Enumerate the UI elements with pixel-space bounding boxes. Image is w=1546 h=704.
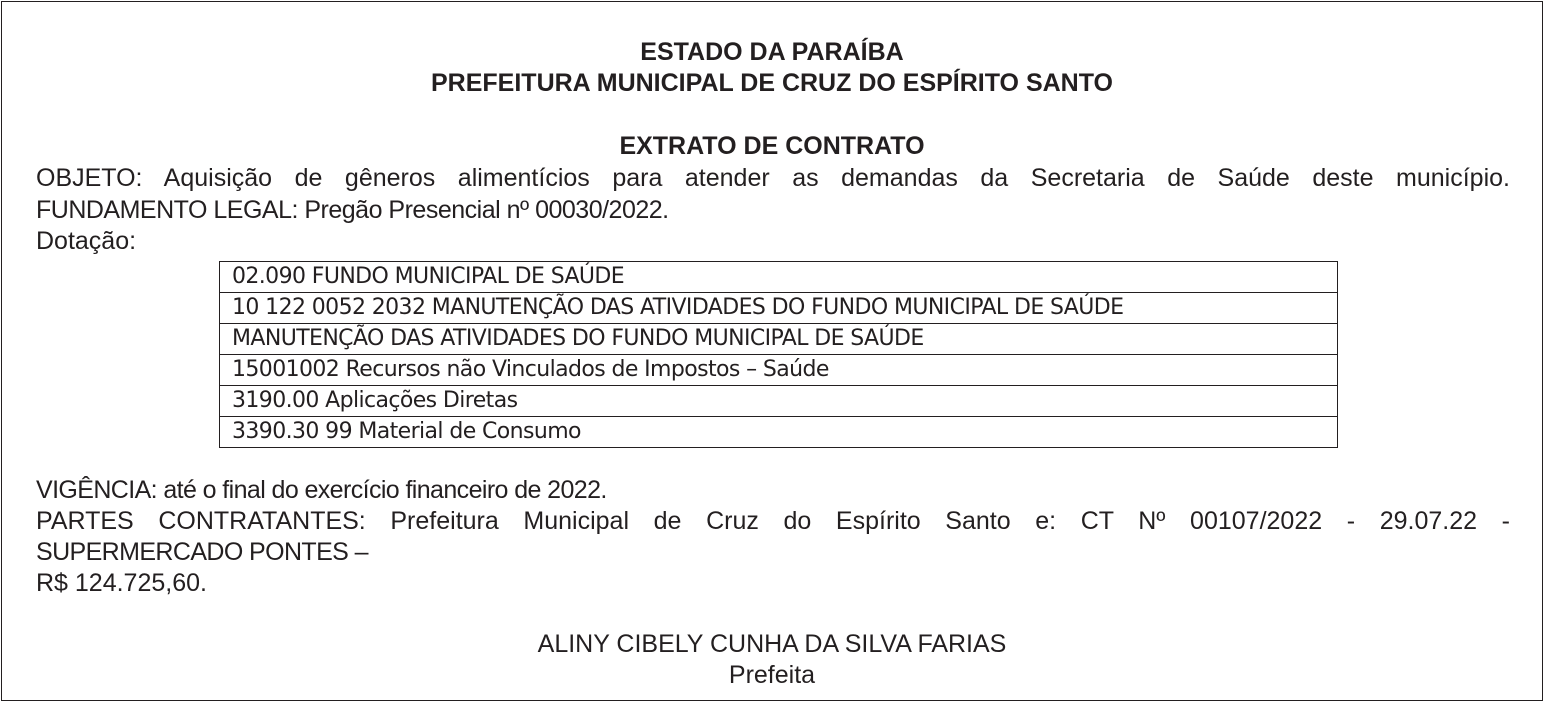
document-title: EXTRATO DE CONTRATO (619, 132, 925, 160)
dotacao-table (219, 261, 1338, 448)
table-row (220, 386, 1338, 417)
vigencia-text: VIGÊNCIA: até o final do exercício financeiro de 2022. (36, 476, 607, 504)
partes-contratantes-text: PARTES CONTRATANTES: Prefeitura Municipal de Cruz do Espírito Santo e: CT Nº 00107/2022 - 29.07.22 - (36, 507, 1510, 535)
table-row (220, 293, 1338, 324)
dotacao-cell: 10 122 0052 2032 MANUTENÇÃO DAS ATIVIDADES DO FUNDO MUNICIPAL DE SAÚDE (220, 293, 1338, 324)
dotacao-cell: MANUTENÇÃO DAS ATIVIDADES DO FUNDO MUNICIPAL DE SAÚDE (220, 324, 1338, 355)
table-row (220, 355, 1338, 386)
objeto-text: OBJETO: Aquisição de gêneros alimentícios para atender as demandas da Secretaria de Saúde deste município. (36, 164, 1510, 192)
signatory-role: Prefeita (728, 661, 816, 689)
table-row (220, 324, 1338, 355)
fundamento-legal-text: FUNDAMENTO LEGAL: Pregão Presencial nº 00030/2022. (36, 196, 669, 224)
dotacao-label: Dotação: (36, 227, 137, 255)
state-heading: ESTADO DA PARAÍBA (640, 38, 904, 66)
table-row (220, 417, 1338, 448)
table-row (220, 262, 1338, 293)
contract-value: R$ 124.725,60. (36, 569, 207, 597)
dotacao-cell: 15001002 Recursos não Vinculados de Impostos – Saúde (220, 355, 1338, 386)
supermercado-text: SUPERMERCADO PONTES – (36, 538, 368, 566)
signatory-name: ALINY CIBELY CUNHA DA SILVA FARIAS (537, 630, 1007, 658)
dotacao-cell: 3190.00 Aplicações Diretas (220, 386, 1338, 417)
municipality-heading: PREFEITURA MUNICIPAL DE CRUZ DO ESPÍRITO SANTO (431, 69, 1113, 97)
dotacao-cell: 02.090 FUNDO MUNICIPAL DE SAÚDE (220, 262, 1338, 293)
dotacao-cell: 3390.30 99 Material de Consumo (220, 417, 1338, 448)
